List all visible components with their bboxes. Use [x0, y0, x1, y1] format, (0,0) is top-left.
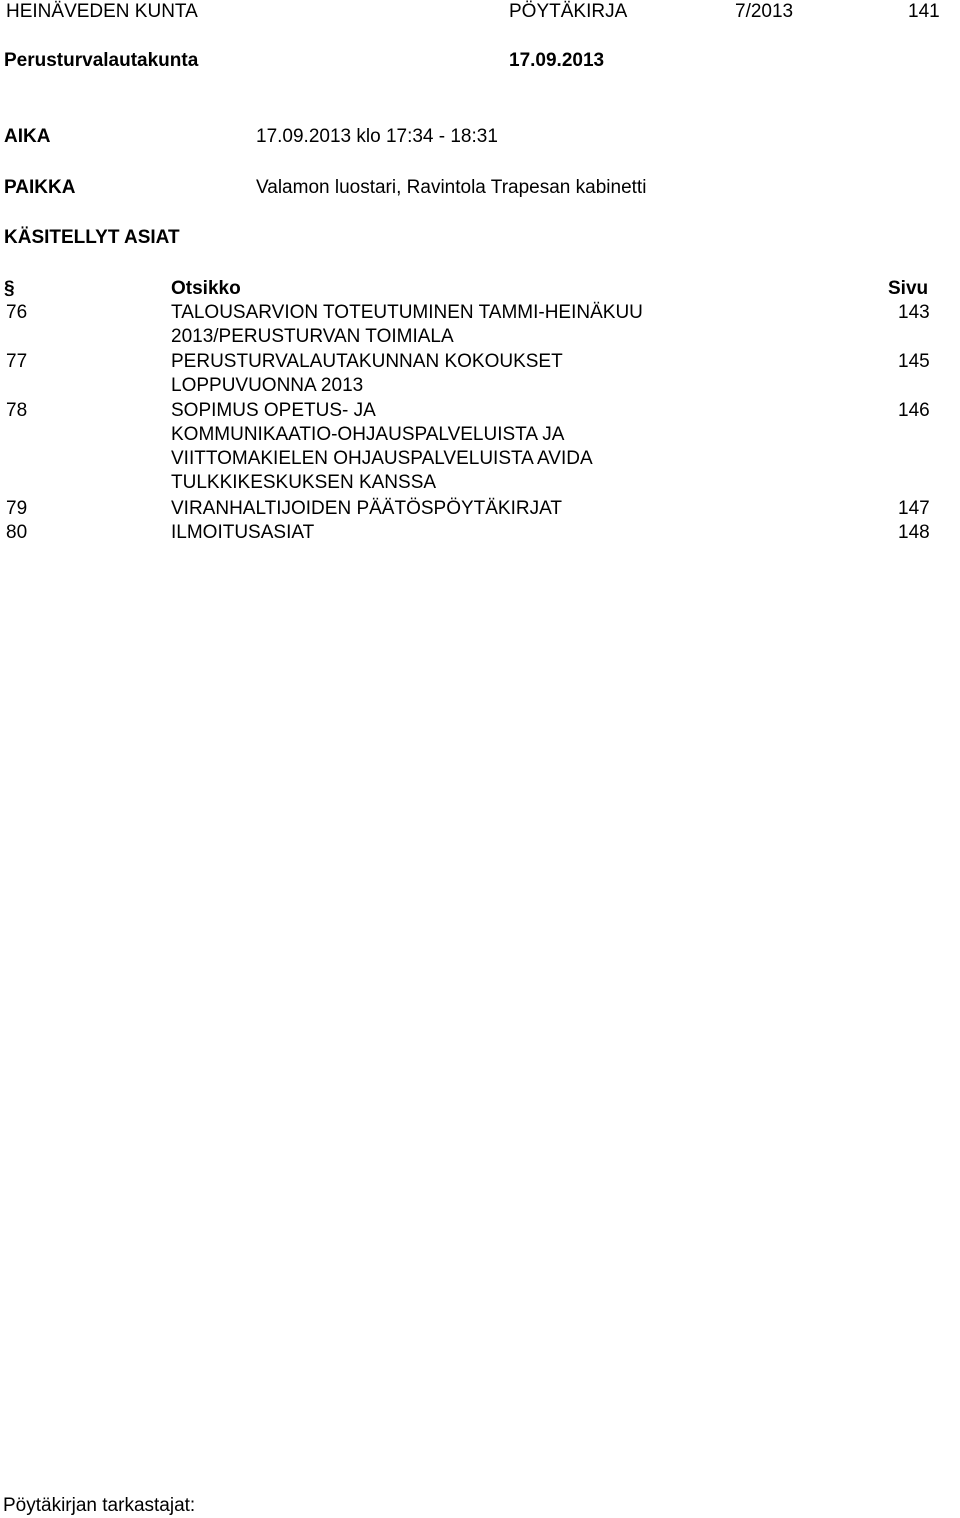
- agenda-item-page: 147: [898, 498, 930, 519]
- agenda-item-number: 78: [6, 400, 28, 421]
- title-line: 2013/PERUSTURVAN TOIMIALA: [171, 326, 454, 347]
- agenda-item-number: 77: [6, 351, 28, 372]
- agenda-item-page: 148: [898, 522, 930, 543]
- title-column-header: Otsikko: [171, 278, 241, 299]
- agenda-item-page: 146: [898, 400, 930, 421]
- agenda-item-title: [171, 350, 563, 398]
- agenda-item-title: [171, 497, 562, 521]
- title-line: SOPIMUS OPETUS- JA: [171, 400, 376, 421]
- place-label: PAIKKA: [4, 177, 76, 198]
- agenda-item-page: 145: [898, 351, 930, 372]
- agenda-item-number: 79: [6, 498, 28, 519]
- title-line: TULKKIKESKUKSEN KANSSA: [171, 472, 437, 493]
- place-value: Valamon luostari, Ravintola Trapesan kabinetti: [256, 177, 647, 198]
- title-line: PERUSTURVALAUTAKUNNAN KOKOUKSET: [171, 351, 563, 372]
- page-column-header: Sivu: [888, 278, 929, 299]
- verifiers-label: Pöytäkirjan tarkastajat:: [3, 1495, 196, 1516]
- organization-name: HEINÄVEDEN KUNTA: [6, 1, 198, 22]
- time-value: 17.09.2013 klo 17:34 - 18:31: [256, 126, 498, 147]
- agenda-item-title: [171, 301, 643, 349]
- time-label: AIKA: [4, 126, 51, 147]
- board-name: Perusturvalautakunta: [4, 50, 199, 71]
- title-line: ILMOITUSASIAT: [171, 522, 315, 543]
- title-line: VIITTOMAKIELEN OHJAUSPALVELUISTA AVIDA: [171, 448, 593, 469]
- agenda-item-title: [171, 521, 314, 545]
- agenda-item-page: 143: [898, 302, 930, 323]
- section-symbol-icon: §: [4, 278, 15, 299]
- document-type: PÖYTÄKIRJA: [509, 1, 628, 22]
- title-line: VIRANHALTIJOIDEN PÄÄTÖSPÖYTÄKIRJAT: [171, 498, 562, 519]
- agenda-heading: KÄSITELLYT ASIAT: [4, 227, 180, 248]
- page-number: 141: [908, 1, 940, 22]
- agenda-item-title: [171, 399, 593, 495]
- title-line: KOMMUNIKAATIO-OHJAUSPALVELUISTA JA: [171, 424, 565, 445]
- meeting-date: 17.09.2013: [509, 50, 605, 71]
- agenda-item-number: 76: [6, 302, 28, 323]
- title-line: LOPPUVUONNA 2013: [171, 375, 364, 396]
- document-number: 7/2013: [735, 1, 794, 22]
- agenda-item-number: 80: [6, 522, 28, 543]
- title-line: TALOUSARVION TOTEUTUMINEN TAMMI-HEINÄKUU: [171, 302, 643, 323]
